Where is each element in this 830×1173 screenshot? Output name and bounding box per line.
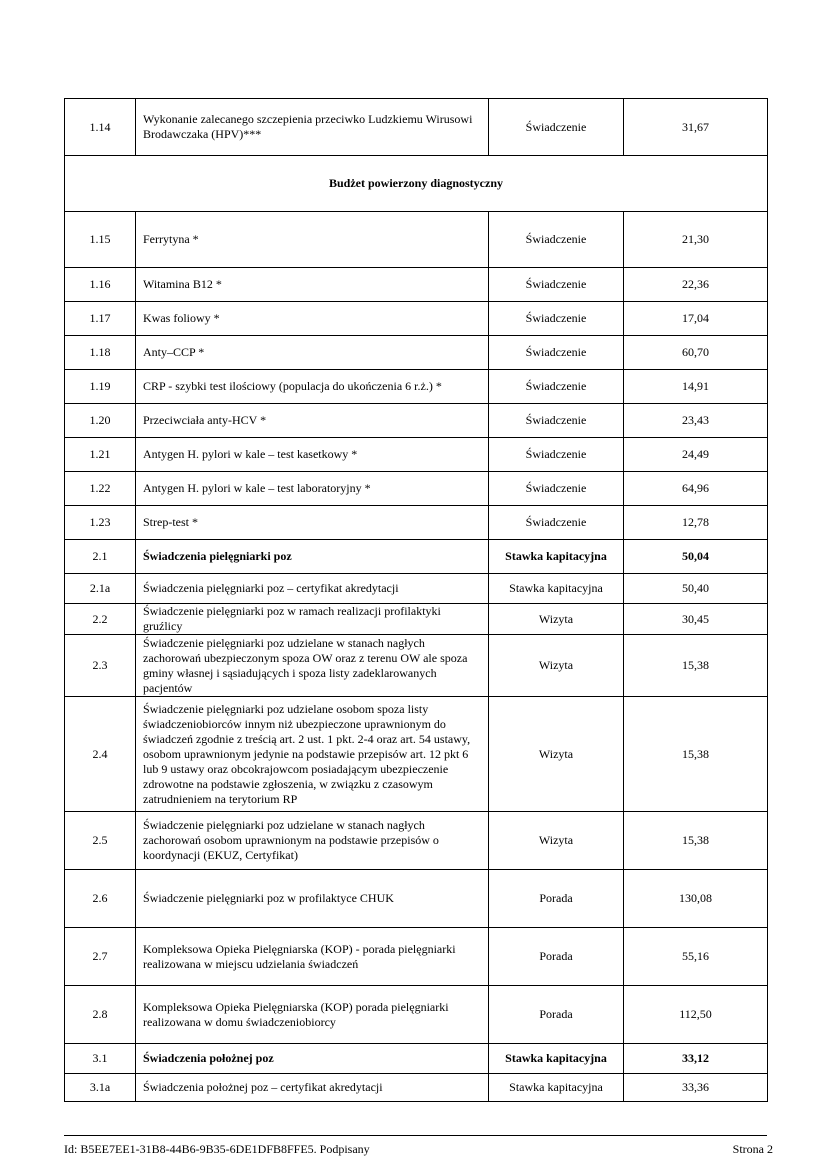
item-value: 14,91 [624, 370, 768, 404]
item-number: 2.5 [65, 812, 136, 870]
item-unit: Wizyta [489, 604, 624, 635]
item-unit: Świadczenie [489, 438, 624, 472]
item-description: Świadczenie pielęgniarki poz w profilaktyce CHUK [136, 870, 489, 928]
item-value: 33,36 [624, 1074, 768, 1102]
item-number: 1.20 [65, 404, 136, 438]
item-unit: Świadczenie [489, 472, 624, 506]
item-value: 22,36 [624, 268, 768, 302]
table-row [65, 336, 768, 370]
table-row [65, 212, 768, 268]
item-description: Świadczenia pielęgniarki poz [136, 540, 489, 574]
table-row [65, 438, 768, 472]
item-unit: Stawka kapitacyjna [489, 1074, 624, 1102]
table-row [65, 506, 768, 540]
item-number: 2.1a [65, 574, 136, 604]
item-number: 2.7 [65, 928, 136, 986]
item-value: 15,38 [624, 697, 768, 812]
item-unit: Wizyta [489, 697, 624, 812]
table-row [65, 1044, 768, 1074]
rates-table [64, 98, 768, 1102]
item-description: Antygen H. pylori w kale – test laboratoryjny * [136, 472, 489, 506]
item-number: 2.4 [65, 697, 136, 812]
page-number: Strona 2 [732, 1142, 773, 1156]
table-row [65, 986, 768, 1044]
item-unit: Wizyta [489, 812, 624, 870]
item-unit: Świadczenie [489, 268, 624, 302]
item-value: 12,78 [624, 506, 768, 540]
rates-table-body [65, 99, 768, 1102]
item-value: 60,70 [624, 336, 768, 370]
table-row [65, 268, 768, 302]
table-row [65, 370, 768, 404]
section-header-row [65, 156, 768, 212]
item-number: 3.1 [65, 1044, 136, 1074]
item-number: 2.6 [65, 870, 136, 928]
item-number: 1.22 [65, 472, 136, 506]
item-unit: Świadczenie [489, 404, 624, 438]
item-number: 2.2 [65, 604, 136, 635]
item-unit: Świadczenie [489, 99, 624, 156]
table-row [65, 574, 768, 604]
table-row [65, 404, 768, 438]
item-value: 50,40 [624, 574, 768, 604]
item-unit: Stawka kapitacyjna [489, 574, 624, 604]
item-number: 1.18 [65, 336, 136, 370]
item-number: 2.1 [65, 540, 136, 574]
item-value: 15,38 [624, 635, 768, 697]
item-value: 24,49 [624, 438, 768, 472]
table-row [65, 635, 768, 697]
item-value: 55,16 [624, 928, 768, 986]
item-number: 1.16 [65, 268, 136, 302]
item-description: Świadczenia położnej poz [136, 1044, 489, 1074]
table-row [65, 870, 768, 928]
item-unit: Wizyta [489, 635, 624, 697]
item-value: 21,30 [624, 212, 768, 268]
item-unit: Świadczenie [489, 302, 624, 336]
item-number: 2.8 [65, 986, 136, 1044]
item-description: Strep-test * [136, 506, 489, 540]
item-number: 2.3 [65, 635, 136, 697]
item-description: Wykonanie zalecanego szczepienia przeciwko Ludzkiemu Wirusowi Brodawczaka (HPV)*** [136, 99, 489, 156]
item-value: 15,38 [624, 812, 768, 870]
item-number: 1.17 [65, 302, 136, 336]
item-unit: Porada [489, 870, 624, 928]
item-description: Świadczenia pielęgniarki poz – certyfikat akredytacji [136, 574, 489, 604]
item-value: 50,04 [624, 540, 768, 574]
item-description: CRP - szybki test ilościowy (populacja do ukończenia 6 r.ż.) * [136, 370, 489, 404]
item-description: Kompleksowa Opieka Pielęgniarska (KOP) - porada pielęgniarki realizowana w miejscu udzielania świadczeń [136, 928, 489, 986]
item-description: Kwas foliowy * [136, 302, 489, 336]
item-unit: Stawka kapitacyjna [489, 540, 624, 574]
item-description: Antygen H. pylori w kale – test kasetkowy * [136, 438, 489, 472]
table-row [65, 697, 768, 812]
footer-divider [64, 1135, 767, 1136]
item-number: 1.19 [65, 370, 136, 404]
item-description: Witamina B12 * [136, 268, 489, 302]
item-description: Anty–CCP * [136, 336, 489, 370]
item-value: 33,12 [624, 1044, 768, 1074]
item-number: 1.15 [65, 212, 136, 268]
item-description: Kompleksowa Opieka Pielęgniarska (KOP) porada pielęgniarki realizowana w domu świadczeniobiorcy [136, 986, 489, 1044]
table-row [65, 302, 768, 336]
item-unit: Stawka kapitacyjna [489, 1044, 624, 1074]
item-description: Świadczenie pielęgniarki poz udzielane w stanach nagłych zachorowań osobom uprawnionym na podstawie przepisów o koordynacji (EKUZ, Certyfikat) [136, 812, 489, 870]
table-row [65, 540, 768, 574]
item-unit: Porada [489, 928, 624, 986]
item-description: Ferrytyna * [136, 212, 489, 268]
table-row [65, 604, 768, 635]
item-unit: Porada [489, 986, 624, 1044]
item-number: 3.1a [65, 1074, 136, 1102]
item-number: 1.14 [65, 99, 136, 156]
table-row [65, 99, 768, 156]
item-number: 1.23 [65, 506, 136, 540]
item-value: 23,43 [624, 404, 768, 438]
item-unit: Świadczenie [489, 506, 624, 540]
item-unit: Świadczenie [489, 212, 624, 268]
item-description: Świadczenie pielęgniarki poz w ramach realizacji profilaktyki gruźlicy [136, 604, 489, 635]
item-value: 130,08 [624, 870, 768, 928]
item-number: 1.21 [65, 438, 136, 472]
table-row [65, 812, 768, 870]
item-description: Przeciwciała anty-HCV * [136, 404, 489, 438]
item-unit: Świadczenie [489, 336, 624, 370]
item-value: 112,50 [624, 986, 768, 1044]
item-value: 31,67 [624, 99, 768, 156]
item-description: Świadczenia położnej poz – certyfikat akredytacji [136, 1074, 489, 1102]
document-id: Id: B5EE7EE1-31B8-44B6-9B35-6DE1DFB8FFE5. Podpisany [64, 1142, 370, 1156]
item-unit: Świadczenie [489, 370, 624, 404]
item-value: 64,96 [624, 472, 768, 506]
item-description: Świadczenie pielęgniarki poz udzielane w stanach nagłych zachorowań ubezpieczonym spoza OW oraz z terenu OW ale spoza gminy własnej i sąsiadujących i spoza listy zadeklarowanych pacjentów [136, 635, 489, 697]
section-title: Budżet powierzony diagnostyczny [65, 156, 768, 212]
item-value: 30,45 [624, 604, 768, 635]
table-row [65, 928, 768, 986]
item-description: Świadczenie pielęgniarki poz udzielane osobom spoza listy świadczeniobiorców innym niż ubezpieczone uprawnionym do świadczeń zgodnie z treścią art. 2 ust. 1 pkt. 2-4 oraz art. 54 ustawy, osobom uprawnionym jedynie na podstawie przepisów art. 12 pkt 6 lub 9 ustawy oraz obcokrajowcom posiadającym ubezpieczenie zdrowotne na podstawie zgłoszenia, w związku z czasowym zatrudnieniem na terytorium RP [136, 697, 489, 812]
item-value: 17,04 [624, 302, 768, 336]
table-row [65, 472, 768, 506]
table-row [65, 1074, 768, 1102]
